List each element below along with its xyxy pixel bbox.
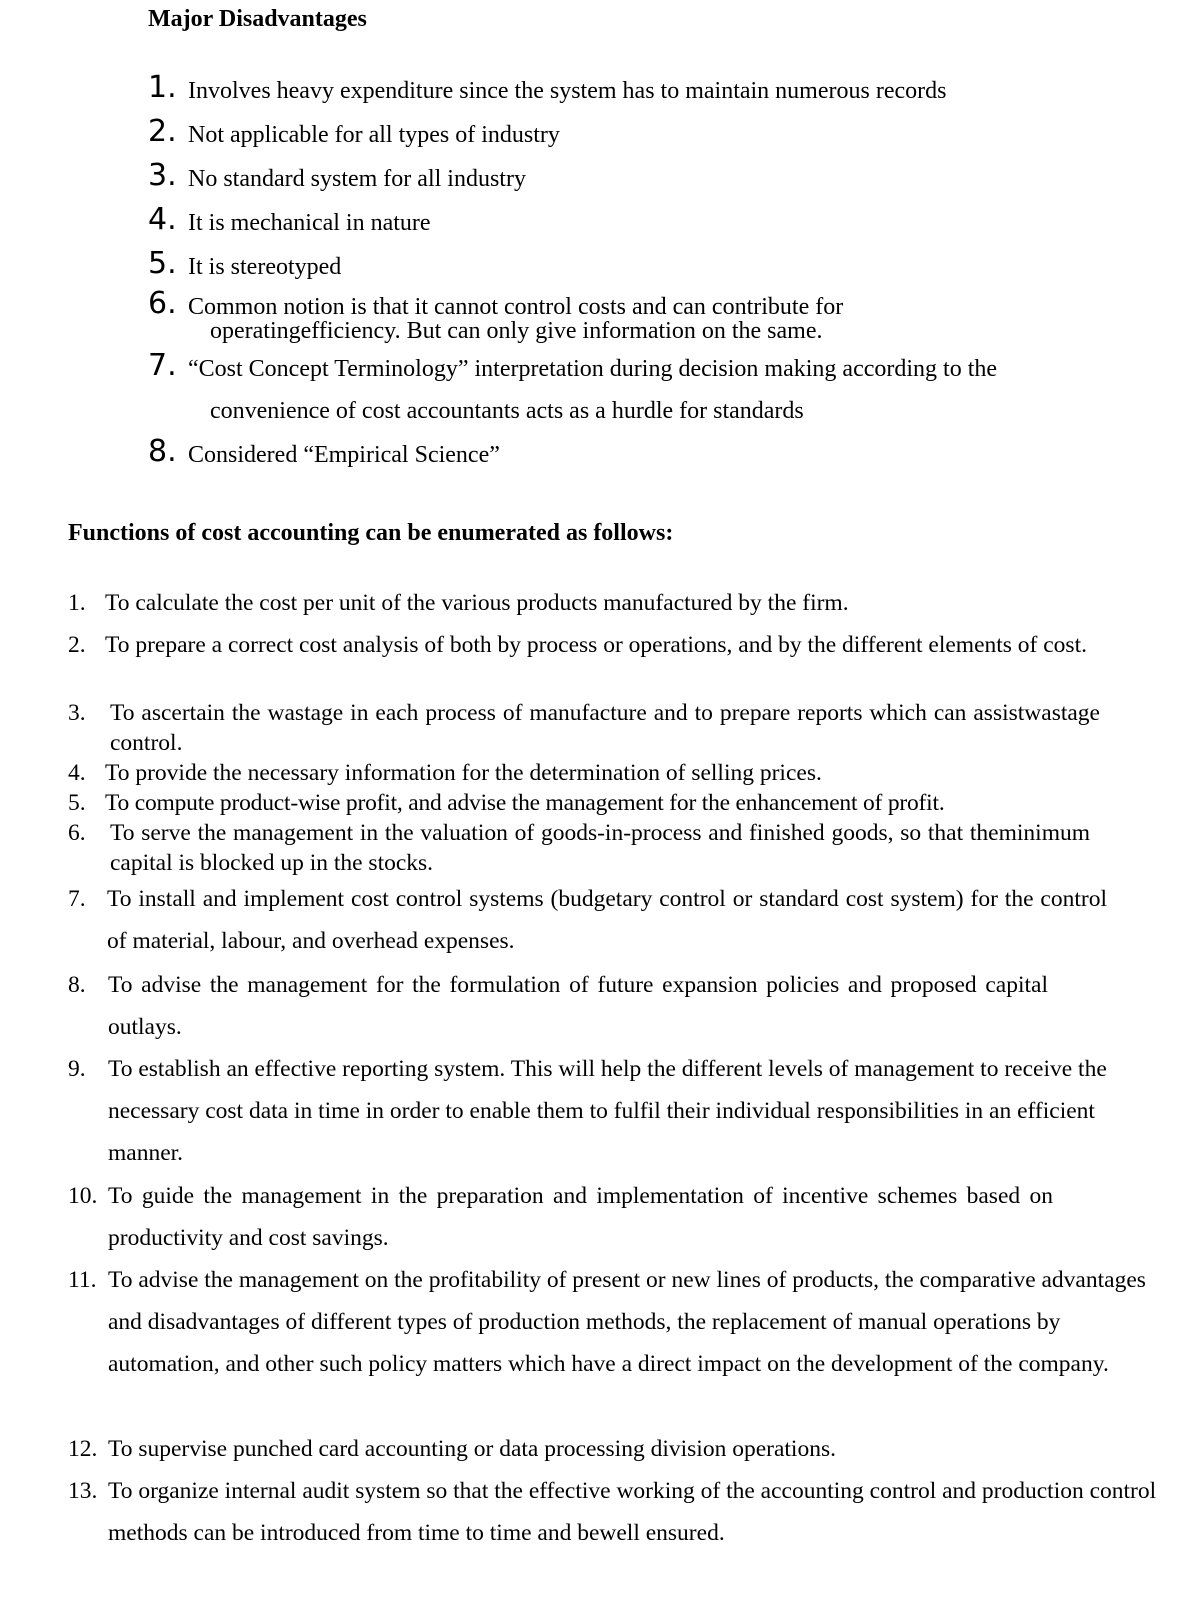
list-item-text: “Cost Concept Terminology” interpretation during decision making according to the — [188, 356, 998, 382]
functions-heading: Functions of cost accounting can be enumerated as follows: — [68, 520, 674, 546]
list-number: 4. — [148, 202, 177, 237]
list-number: 10. — [68, 1183, 98, 1209]
list-item-continuation: convenience of cost accountants acts as a hurdle for standards — [210, 398, 804, 424]
list-number: 13. — [68, 1478, 98, 1504]
list-number: 6. — [68, 820, 86, 846]
list-number: 8. — [68, 972, 86, 998]
list-item-text: To ascertain the wastage in each process of manufacture and to prepare reports which can assistwastage control. — [110, 700, 1100, 756]
list-number: 3. — [148, 158, 177, 193]
list-number: 3. — [68, 700, 86, 726]
list-number: 7. — [68, 886, 86, 912]
list-item-text: To guide the management in the preparation and implementation of incentive schemes based on productivity and cost savings. — [108, 1183, 1053, 1251]
list-number: 2. — [148, 114, 177, 149]
disadvantages-heading: Major Disadvantages — [148, 6, 367, 32]
list-number: 1. — [68, 590, 86, 616]
list-number: 12. — [68, 1436, 98, 1462]
list-number: 2. — [68, 632, 86, 658]
list-number: 1. — [148, 70, 177, 105]
list-number: 5. — [68, 790, 86, 816]
list-item-text: No standard system for all industry — [188, 166, 526, 192]
list-number: 8. — [148, 434, 177, 469]
list-item-continuation: operatingefficiency. But can only give information on the same. — [210, 318, 823, 344]
list-item-text: Not applicable for all types of industry — [188, 122, 560, 148]
list-item-text: To establish an effective reporting system. This will help the different levels of management to receive the necessary cost data in time in order to enable them to fulfil their individual responsibilities in an efficient manner. — [108, 1056, 1107, 1166]
list-number: 6. — [148, 286, 177, 321]
list-item-text: To compute product-wise profit, and advise the management for the enhancement of profit. — [105, 790, 945, 816]
list-item-text: To provide the necessary information for the determination of selling prices. — [105, 760, 822, 786]
list-item-text: It is stereotyped — [188, 254, 342, 280]
list-number: 4. — [68, 760, 86, 786]
list-number: 5. — [148, 246, 177, 281]
list-item-text: To organize internal audit system so that the effective working of the accounting control and production control methods can be introduced from time to time and bewell ensured. — [108, 1478, 1157, 1546]
list-item-text: To prepare a correct cost analysis of both by process or operations, and by the different elements of cost. — [105, 632, 1087, 658]
list-number: 7. — [148, 348, 177, 383]
list-item-text: To serve the management in the valuation of goods-in-process and finished goods, so that theminimum capital is blocked up in the stocks. — [110, 820, 1090, 876]
list-item-text: To advise the management for the formulation of future expansion policies and proposed capital outlays. — [108, 972, 1048, 1040]
list-item-text: It is mechanical in nature — [188, 210, 431, 236]
list-number: 11. — [68, 1267, 97, 1293]
list-number: 9. — [68, 1056, 86, 1082]
list-item-text: Common notion is that it cannot control costs and can contribute for — [188, 294, 844, 320]
list-item-text: To supervise punched card accounting or data processing division operations. — [108, 1436, 836, 1462]
list-item-text: Involves heavy expenditure since the system has to maintain numerous records — [188, 78, 947, 104]
list-item-text: To calculate the cost per unit of the various products manufactured by the firm. — [105, 590, 849, 616]
list-item-text: To advise the management on the profitability of present or new lines of products, the comparative advantages and disadvantages of different types of production methods, the replacement of manual operations by automation, and other such policy matters which have a direct impact on the development of the company. — [108, 1267, 1146, 1377]
list-item-text: Considered “Empirical Science” — [188, 442, 500, 468]
list-item-text: To install and implement cost control systems (budgetary control or standard cost system) for the control of material, labour, and overhead expenses. — [107, 886, 1107, 954]
